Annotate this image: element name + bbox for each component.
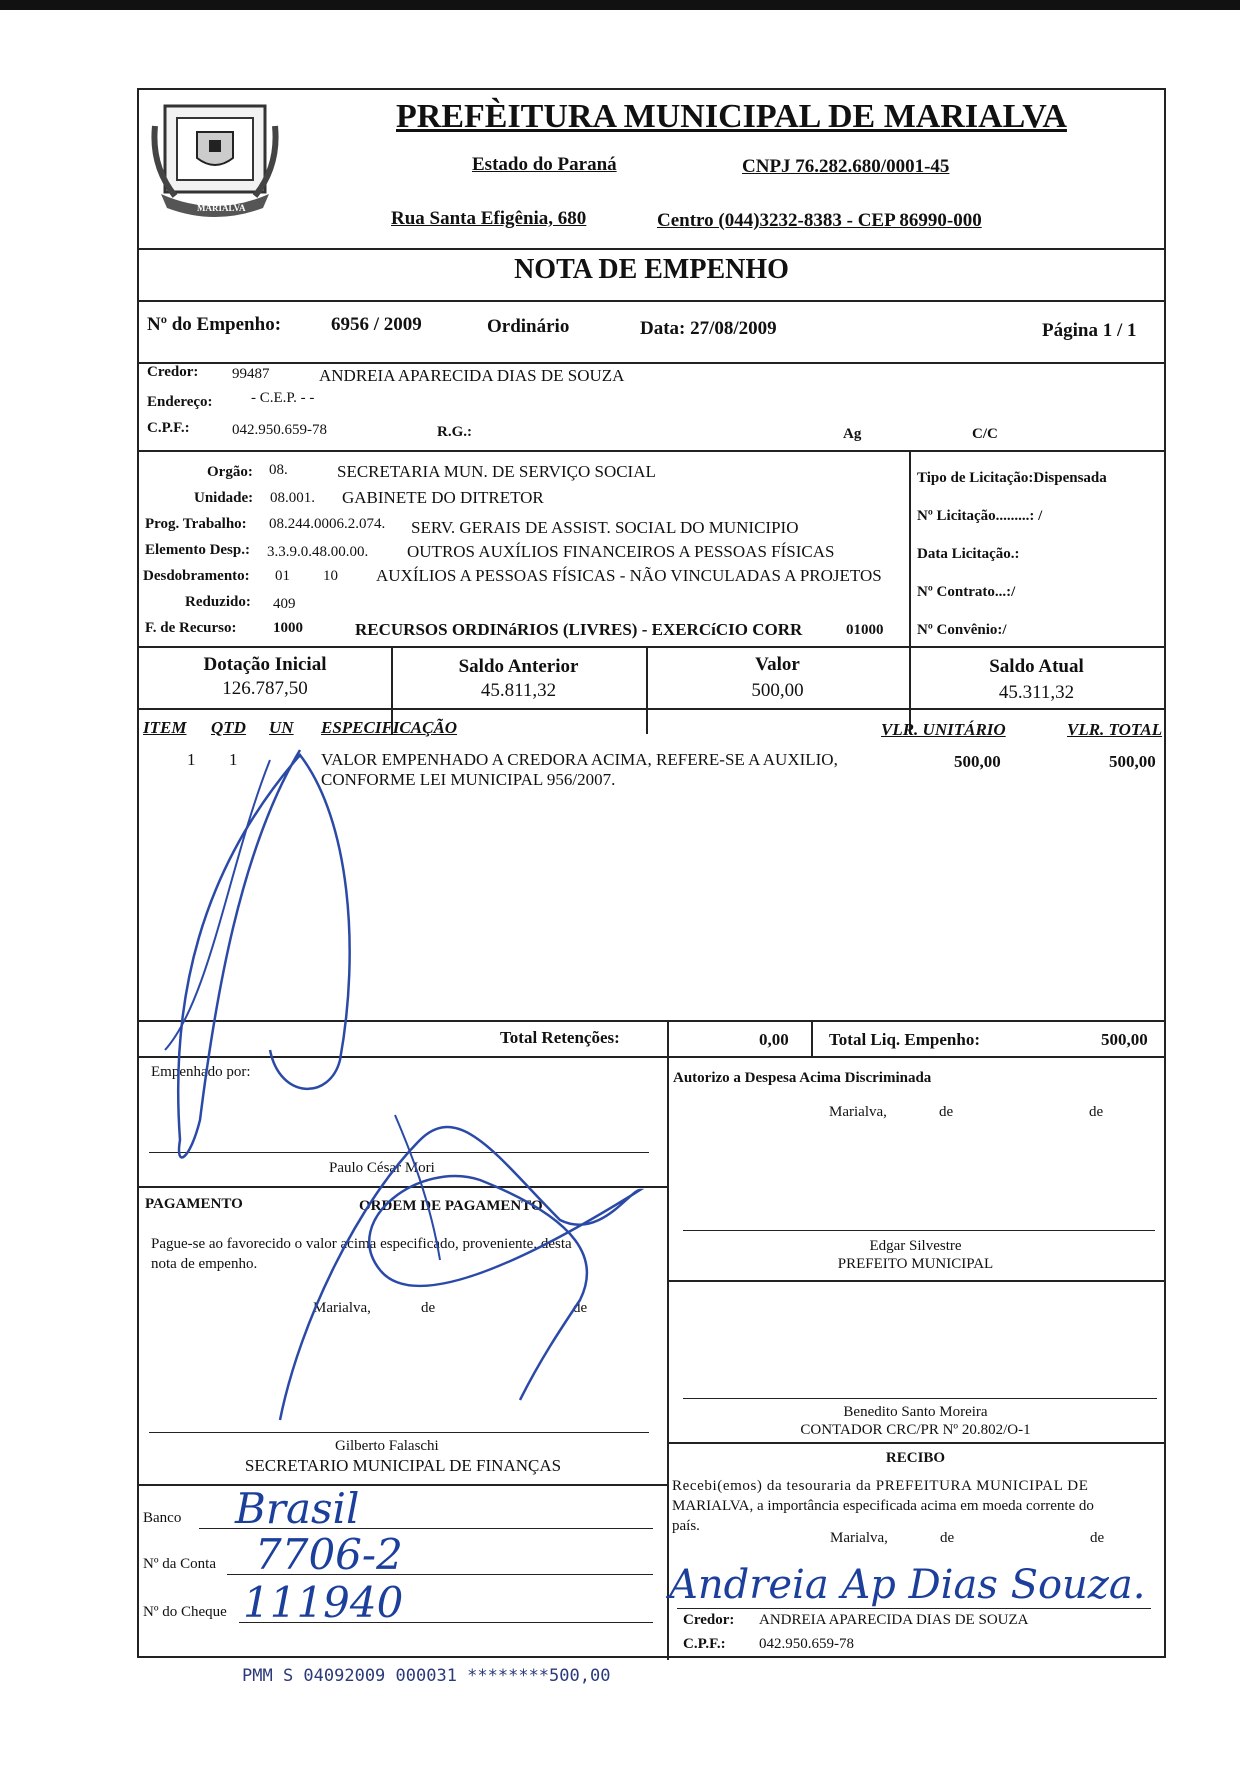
credor-code: 99487	[232, 366, 270, 382]
banco-value: Brasil	[235, 1484, 360, 1533]
numero-contrato: Nº Contrato...:/	[917, 584, 1016, 600]
page-number: Página 1 / 1	[1042, 320, 1137, 341]
orgao-code: 08.	[269, 462, 288, 478]
data-licitacao: Data Licitação.:	[917, 546, 1020, 562]
total-liquido-label: Total Liq. Empenho:	[829, 1030, 980, 1049]
unidade-name: GABINETE DO DITRETOR	[342, 488, 544, 507]
banco-label: Banco	[143, 1510, 182, 1526]
recibo-de-2: de	[1090, 1530, 1105, 1546]
authentication-stamp: PMM S 04092009 000031 ********500,00	[242, 1666, 611, 1686]
empenho-date: Data: 27/08/2009	[640, 318, 777, 339]
secretario-title: SECRETARIO MUNICIPAL DE FINANÇAS	[244, 1456, 562, 1475]
desdobramento-code-1: 01	[275, 568, 290, 584]
endereco-value: - C.E.P. - -	[251, 390, 315, 406]
col-header-item: ITEM	[143, 718, 187, 737]
endereco-label: Endereço:	[147, 394, 213, 410]
col-header-vlr-unitario: VLR. UNITÁRIO	[881, 720, 1006, 739]
cnpj: CNPJ 76.282.680/0001-45	[742, 156, 950, 177]
recibo-text-line-3: país.	[672, 1518, 700, 1534]
prog-trabalho-name: SERV. GERAIS DE ASSIST. SOCIAL DO MUNICIPIO	[411, 518, 799, 537]
recibo-cpf-value: 042.950.659-78	[759, 1636, 854, 1652]
recibo-de-1: de	[940, 1530, 955, 1546]
agencia-label: Ag	[843, 426, 862, 442]
fonte-recurso-number: 01000	[846, 622, 884, 638]
cpf-value: 042.950.659-78	[232, 422, 327, 438]
dotacao-inicial-value: 126.787,50	[222, 678, 308, 699]
tipo-licitacao: Tipo de Licitação:Dispensada	[917, 470, 1107, 486]
col-header-especificacao: ESPECIFICAÇÃO	[321, 718, 458, 737]
item-number: 1	[187, 750, 196, 769]
page-title: PREFÈITURA MUNICIPAL DE MARIALVA	[396, 98, 1067, 135]
fonte-recurso-name: RECURSOS ORDINáRIOS (LIVRES) - EXERCíCIO CORR	[355, 620, 803, 639]
numero-conta-value: 7706-2	[255, 1530, 403, 1579]
pagamento-label: PAGAMENTO	[145, 1196, 243, 1212]
autorizo-de-1: de	[939, 1104, 954, 1120]
saldo-atual-label: Saldo Atual	[989, 656, 1084, 677]
prog-trabalho-label: Prog. Trabalho:	[145, 516, 247, 532]
numero-licitacao: Nº Licitação.........: /	[917, 508, 1043, 524]
saldo-anterior-value: 45.811,32	[480, 680, 557, 701]
prog-trabalho-code: 08.244.0006.2.074.	[269, 516, 386, 532]
desdobramento-code-2: 10	[323, 568, 338, 584]
total-retencoes-label: Total Retenções:	[500, 1028, 620, 1047]
credor-label: Credor:	[147, 364, 199, 380]
desdobramento-name: AUXÍLIOS A PESSOAS FÍSICAS - NÃO VINCULADAS A PROJETOS	[376, 566, 882, 585]
saldo-anterior-label: Saldo Anterior	[458, 656, 579, 677]
recibo-label: RECIBO	[885, 1450, 946, 1466]
empenho-type: Ordinário	[487, 316, 570, 337]
credor-signature: Andreia Ap Dias Souza.	[669, 1562, 1146, 1608]
item-qtd: 1	[229, 750, 238, 769]
elemento-label: Elemento Desp.:	[145, 542, 250, 558]
unidade-code: 08.001.	[270, 490, 315, 506]
pagamento-text-line-1: Pague-se ao favorecido o valor acima especificado, proveniente, desta	[151, 1236, 572, 1252]
pagamento-de-1: de	[421, 1300, 436, 1316]
valor-label: Valor	[755, 654, 800, 675]
item-vlr-unitario: 500,00	[954, 752, 1001, 771]
col-header-un: UN	[269, 718, 294, 737]
dotacao-inicial-label: Dotação Inicial	[203, 654, 327, 675]
pagamento-city: Marialva,	[313, 1300, 371, 1316]
elemento-code: 3.3.9.0.48.00.00.	[267, 544, 369, 560]
item-vlr-total: 500,00	[1109, 752, 1156, 771]
address: Rua Santa Efigênia, 680	[391, 208, 587, 229]
orgao-label: Orgão:	[207, 464, 253, 480]
contador-name: Benedito Santo Moreira	[843, 1404, 988, 1420]
conta-corrente-label: C/C	[972, 426, 998, 442]
autorizo-de-2: de	[1089, 1104, 1104, 1120]
recibo-city: Marialva,	[830, 1530, 888, 1546]
orgao-name: SECRETARIA MUN. DE SERVIÇO SOCIAL	[337, 462, 656, 481]
numero-cheque-label: Nº do Cheque	[143, 1604, 227, 1620]
numero-convenio: Nº Convênio:/	[917, 622, 1007, 638]
state-name: Estado do Paraná	[472, 154, 617, 175]
contador-title: CONTADOR CRC/PR Nº 20.802/O-1	[800, 1422, 1031, 1438]
empenhado-por-name: Paulo César Mori	[329, 1160, 435, 1176]
empenhado-por-label: Empenhado por:	[151, 1064, 251, 1080]
credor-name: ANDREIA APARECIDA DIAS DE SOUZA	[319, 366, 625, 385]
reduzido-value: 409	[273, 596, 296, 612]
unidade-label: Unidade:	[194, 490, 254, 506]
saldo-atual-value: 45.311,32	[998, 682, 1075, 703]
prefeito-title: PREFEITO MUNICIPAL	[837, 1256, 994, 1272]
secretario-name: Gilberto Falaschi	[335, 1438, 439, 1454]
recibo-credor-label: Credor:	[683, 1612, 735, 1628]
fonte-recurso-code: 1000	[273, 620, 303, 636]
recibo-cpf-label: C.P.F.:	[683, 1636, 726, 1652]
pagamento-de-2: de	[573, 1300, 588, 1316]
numero-conta-label: Nº da Conta	[143, 1556, 216, 1572]
col-header-vlr-total: VLR. TOTAL	[1067, 720, 1163, 739]
document-title: NOTA DE EMPENHO	[514, 254, 789, 285]
autorizo-city: Marialva,	[829, 1104, 887, 1120]
prefeito-name: Edgar Silvestre	[869, 1238, 962, 1254]
empenho-number: 6956 / 2009	[331, 314, 422, 335]
seal-text: MARIALVA	[197, 203, 246, 213]
recibo-text-line-1: Recebi(emos) da tesouraria da PREFEITURA MUNICIPAL DE	[672, 1478, 1089, 1494]
valor-value: 500,00	[751, 680, 804, 701]
col-header-qtd: QTD	[211, 718, 246, 737]
reduzido-label: Reduzido:	[185, 594, 251, 610]
contact-info: Centro (044)3232-8383 - CEP 86990-000	[657, 210, 982, 231]
item-especificacao-line-1: VALOR EMPENHADO A CREDORA ACIMA, REFERE-SE A AUXILIO,	[321, 750, 838, 769]
recibo-credor-name: ANDREIA APARECIDA DIAS DE SOUZA	[759, 1612, 1029, 1628]
desdobramento-label: Desdobramento:	[143, 568, 250, 584]
numero-cheque-value: 111940	[243, 1578, 404, 1627]
empenho-number-label: Nº do Empenho:	[147, 314, 282, 335]
total-liquido-value: 500,00	[1101, 1030, 1148, 1049]
cpf-label: C.P.F.:	[147, 420, 190, 436]
pagamento-text-line-2: nota de empenho.	[151, 1256, 258, 1272]
total-retencoes-value: 0,00	[759, 1030, 789, 1049]
ordem-pagamento-label: ORDEM DE PAGAMENTO	[359, 1198, 543, 1214]
rg-label: R.G.:	[437, 424, 472, 440]
recibo-text-line-2: MARIALVA, a importância especificada acima em moeda corrente do	[672, 1498, 1094, 1514]
fonte-recurso-label: F. de Recurso:	[145, 620, 237, 636]
item-especificacao-line-2: CONFORME LEI MUNICIPAL 956/2007.	[321, 770, 616, 789]
autorizo-label: Autorizo a Despesa Acima Discriminada	[673, 1070, 932, 1086]
elemento-name: OUTROS AUXÍLIOS FINANCEIROS A PESSOAS FÍSICAS	[407, 542, 835, 561]
